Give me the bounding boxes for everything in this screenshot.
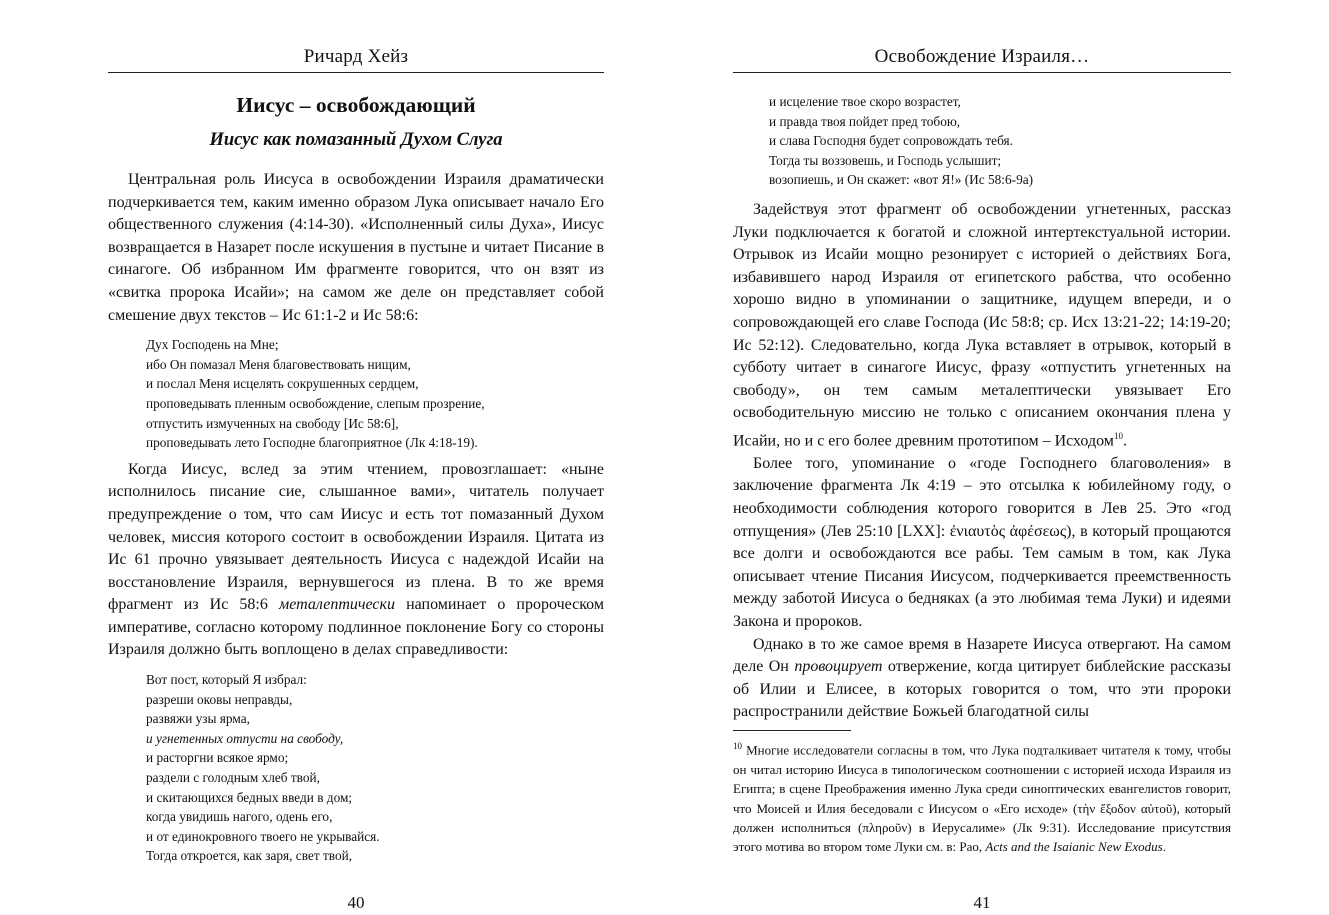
paragraph-1: Центральная роль Иисуса в освобождении Израиля драматически подчеркивается тем, каким именно образом Лука описывает начало Его общественного служения (4:14-30). «Исполненный силы Духа», Иисус возвращается в Назарет после искушения в пустыне и читает Писание в синагоге. Об избранном Им фрагменте говорится, что он взят из «свитка пророка Исайи»; на самом же деле он представляет собой смешение двух текстов – Ис 61:1-2 и Ис 58:6: <box>108 171 604 324</box>
paragraph-2-text-a: Когда Иисус, вслед за этим чтением, провозглашает: «ныне исполнилось писание сие, слышанное вами», читатель получает предупреждение о том, что сам Иисус и есть тот помазанный Духом человек, миссия которого состоит в освобождении Израиля. Цитата из Ис 61 прочно увязывает деятельность Иисуса с надеждой Исайи на восстановление Израиля, вернувшегося из плена. В то же время фрагмент из Ис 58:6 <box>108 460 604 614</box>
section-subtitle: Иисус как помазанный Духом Слуга <box>209 130 503 150</box>
left-page-content <box>108 90 604 872</box>
paragraph-5-italic: провоцирует <box>794 658 883 676</box>
footnote-italic-title: Acts and the Isaianic New Exodus <box>985 839 1163 855</box>
paragraph-2-text-b: напоминает о пророческом императиве, согласно которому подлинное поклонение Богу со стороны Израиля должно быть воплощено в делах справедливости: <box>108 596 605 659</box>
block-quote-continuation <box>769 92 1231 190</box>
left-page <box>108 0 604 915</box>
quote-line: и от единокровного твоего не укрывайся. <box>146 828 380 844</box>
footnote-marker: 10 <box>733 740 742 751</box>
footnote-reference: 10 <box>1113 430 1123 441</box>
quote-line: Вот пост, который Я избрал: <box>146 672 307 688</box>
section-title: Иисус – освобождающий <box>236 93 476 117</box>
quote-line: проповедывать пленным освобождение, слепым прозрение, <box>146 395 485 411</box>
quote-line: разреши оковы неправды, <box>146 691 293 707</box>
quote-line: и скитающихся бедных введи в дом; <box>146 789 353 805</box>
footnote-divider <box>733 730 851 731</box>
quote-line: и исцеление твое скоро возрастет, <box>769 94 961 109</box>
quote-line: и правда твоя пойдет пред тобою, <box>769 113 961 129</box>
block-quote-isaiah-61 <box>146 335 604 453</box>
paragraph-5-text-a: Однако в то же самое время в Назарете Иисуса отвергают. На самом деле Он <box>733 635 1231 676</box>
paragraph-5 <box>733 634 1231 724</box>
quote-line: раздели с голодным хлеб твой, <box>146 770 320 786</box>
block-quote-isaiah-58 <box>146 670 604 866</box>
footnote-text-b: . <box>1162 839 1166 855</box>
quote-line: и расторгни всякое ярмо; <box>146 750 289 766</box>
quote-line: и послал Меня исцелять сокрушенных сердцем, <box>146 376 419 392</box>
right-page-content <box>733 92 1231 857</box>
paragraph-4: Более того, упоминание о «годе Господнего благоволения» в заключение фрагмента Лк 4:19 – это отсылка к юбилейному году, о необходимости соблюдения которого говорится в Лев 25. Это «год отпущения» (Лев 25:10 [LXX]: ἐνιαυτὸς ἀφέσεως), в который прощаются все долги и освобождаются все рабы. Тем самым в том, как Лука описывает чтение Писания Иисусом, подчеркивается преемственность между заботой Иисуса о бедняках (а это любимая тема Луки) и идеями Закона и пророков. <box>733 454 1231 630</box>
paragraph-5-text-b: отвержение, когда цитирует библейские рассказы об Илии и Елисее, в которых говорится о том, что эти пророки распространили действие Божьей благодатной силы <box>733 658 1231 721</box>
quote-line: и слава Господня будет сопровождать тебя. <box>769 133 1013 149</box>
quote-line: ибо Он помазал Меня благовествовать нищим, <box>146 356 411 372</box>
paragraph-3-text: Задействуя этот фрагмент об освобождении угнетенных, рассказ Луки подключается к богатой и сложной интертекстуальной истории. Отрывок из Исайи мощно резонирует с историей о действиях Бога, избавившего народ Израиля от египетского рабства, что особенно хорошо видно в упоминании о защитнике, идущем впереди, и о сопровождающей его славе Господа (Ис 58:8; ср. Исх 13:21-22; 14:19-20; Ис 52:12). Следовательно, когда Лука вставляет в отрывок, который в субботу читает в синагоге Иисус, фразу «отпустить угнетенных на свободу», он тем самым металептически увязывает Его освободительную миссию не только с описанием окончания плена у Исайи, но и с его более древним прототипом – Исходом <box>733 200 1231 450</box>
page-number-right: 41 <box>973 893 991 912</box>
running-head-author: Ричард Хейз <box>108 46 604 73</box>
footnote-text-a: Многие исследователи согласны в том, что Лука подталкивает читателя к тому, чтобы он читал историю Иисуса в типологическом соотношении с историей исхода Израиля из Египта; в сцене Преображения именно Лука среди синоптических евангелистов говорит, что Моисей и Илия беседовали с Иисусом о «Его исходе» (τὴν ἔξοδον αὐτοῦ), который должен исполниться (πληροῦν) в Иерусалиме» (Лк 9:31). Исследование присутствия этого мотива во втором томе Луки см. в: Рао, <box>733 742 1231 855</box>
footnote-10 <box>733 737 1231 857</box>
quote-line: развяжи узы ярма, <box>146 711 250 727</box>
quote-line: возопиешь, и Он скажет: «вот Я!» (Ис 58:6-9а) <box>769 172 1034 188</box>
page-number-left: 40 <box>347 893 365 912</box>
quote-line: проповедывать лето Господне благоприятное (Лк 4:18-19). <box>146 435 478 451</box>
quote-line: Тогда откроется, как заря, свет твой, <box>146 848 353 864</box>
quote-line: Дух Господень на Мне; <box>146 337 279 353</box>
paragraph-2-italic: металептически <box>278 596 395 614</box>
quote-line: отпустить измученных на свободу [Ис 58:6], <box>146 415 399 431</box>
right-page <box>733 0 1231 915</box>
paragraph-3: Задействуя этот фрагмент об освобождении угнетенных, рассказ Луки подключается к богатой и сложной интертекстуальной истории. Отрывок из Исайи мощно резонирует с историей о действиях Бога, избавившего народ Израиля от египетского рабства, что особенно хорошо видно в упоминании о защитнике, идущем впереди, и о сопровождающей его славе Господа (Ис 58:8; ср. Исх 13:21-22; 14:19-20; Ис 52:12). Следовательно, когда Лука вставляет в отрывок, который в субботу читает в синагоге Иисус, фразу «отпустить угнетенных на свободу», он тем самым металептически увязывает Его освободительную миссию не только с описанием окончания плена у Исайи, но и с его более древним прототипом – Исходом$^{10}$. <box>733 200 1231 450</box>
paragraph-2 <box>108 459 604 662</box>
quote-line: когда увидишь нагого, одень его, <box>146 809 333 825</box>
quote-line: Тогда ты воззовешь, и Господь услышит; <box>769 152 1002 168</box>
quote-line-italic: и угнетенных отпусти на свободу, <box>146 730 344 746</box>
running-head-chapter: Освобождение Израиля… <box>733 46 1231 73</box>
